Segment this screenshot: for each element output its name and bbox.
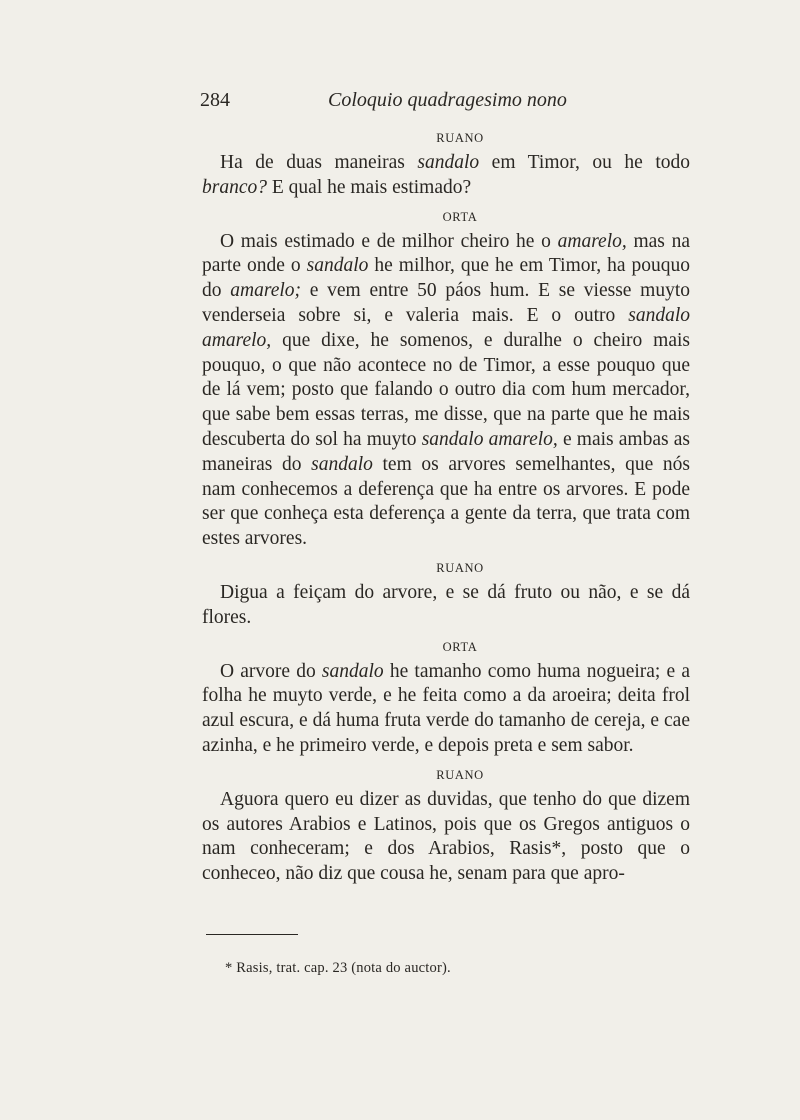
text-run: Aguora quero eu dizer as duvidas, que tenho do que dizem os autores Arabios e Latinos, pois que os Gregos antiguos o nam conheceram; e dos Arabios, Rasis*, posto que o conheceo, não diz que cousa he, senam para que apro- — [202, 788, 690, 885]
dialogue-paragraph — [202, 230, 690, 552]
text-run: em Timor, ou he todo — [479, 152, 690, 173]
italic-term: sandalo — [306, 255, 369, 277]
text-run: Ha de duas maneiras — [220, 152, 418, 173]
text-run: E qual he mais estimado? — [267, 176, 472, 198]
text-run: he tamanho como huma nogueira; e a folha he muyto verde, e he feita como a da aroeira; deita frol azul escura, e dá huma fruta verde do tamanho de cereja, e cae azinha, e he primeiro verde, e depois preta e sem sabor. — [202, 660, 690, 756]
text-run: mas na parte onde o — [202, 230, 690, 277]
italic-term: sandalo — [311, 453, 373, 475]
speaker-label: RUANO — [436, 767, 484, 782]
footnote: * Rasis, trat. cap. 23 (nota do auctor). — [225, 960, 451, 976]
text-run: e vem entre 50 páos hum. E se viesse muyto venderseia sobre si, e valeria mais. E o outro — [202, 280, 691, 326]
text-run: que dixe, he somenos, e duralhe o cheiro mais pouquo, o que não acontece no de Timor, a esse pouquo que de lá vem; posto que falando o outro dia com hum mercador, que sabe bem essas terras, me disse, que na parte que he mais descuberta do sol ha muyto — [202, 329, 690, 450]
italic-term: amarelo; — [230, 280, 302, 302]
text-run: O mais estimado e de milhor cheiro he o — [220, 230, 558, 252]
italic-term: branco? — [202, 176, 267, 198]
italic-term: sandalo amarelo, — [202, 304, 690, 351]
dialogue-paragraph — [202, 581, 690, 631]
italic-term: sandalo — [417, 152, 480, 173]
dialogue-paragraph — [202, 660, 690, 759]
text-run: he milhor, que he em Timor, ha pouquo do — [202, 255, 690, 302]
italic-term: sandalo amarelo, — [421, 428, 558, 450]
italic-term: sandalo — [321, 660, 384, 682]
speaker-label: ORTA — [442, 209, 478, 224]
speaker-label: RUANO — [436, 131, 484, 145]
speaker-label: RUANO — [436, 560, 484, 575]
text-run: Digua a feiçam do arvore, e se dá fruto ou não, e se dá flores. — [202, 581, 690, 628]
speaker-label: ORTA — [442, 639, 478, 654]
footnote-rule — [206, 934, 298, 935]
running-title: Coloquio quadragesimo nono — [328, 89, 567, 111]
dialogue-paragraph — [202, 151, 690, 201]
page-number: 284 — [200, 89, 230, 111]
dialogue-body — [202, 130, 690, 887]
dialogue-paragraph — [202, 788, 690, 887]
text-run: O arvore do — [220, 660, 322, 682]
italic-term: amarelo, — [557, 230, 627, 252]
text-run: e mais ambas as maneiras do — [202, 428, 690, 475]
text-run: tem os arvores semelhantes, que nós nam conhecemos a deferença que ha entre os arvores. E pode ser que conheça esta deferença a gente da terra, que trata com estes arvores. — [202, 453, 690, 550]
